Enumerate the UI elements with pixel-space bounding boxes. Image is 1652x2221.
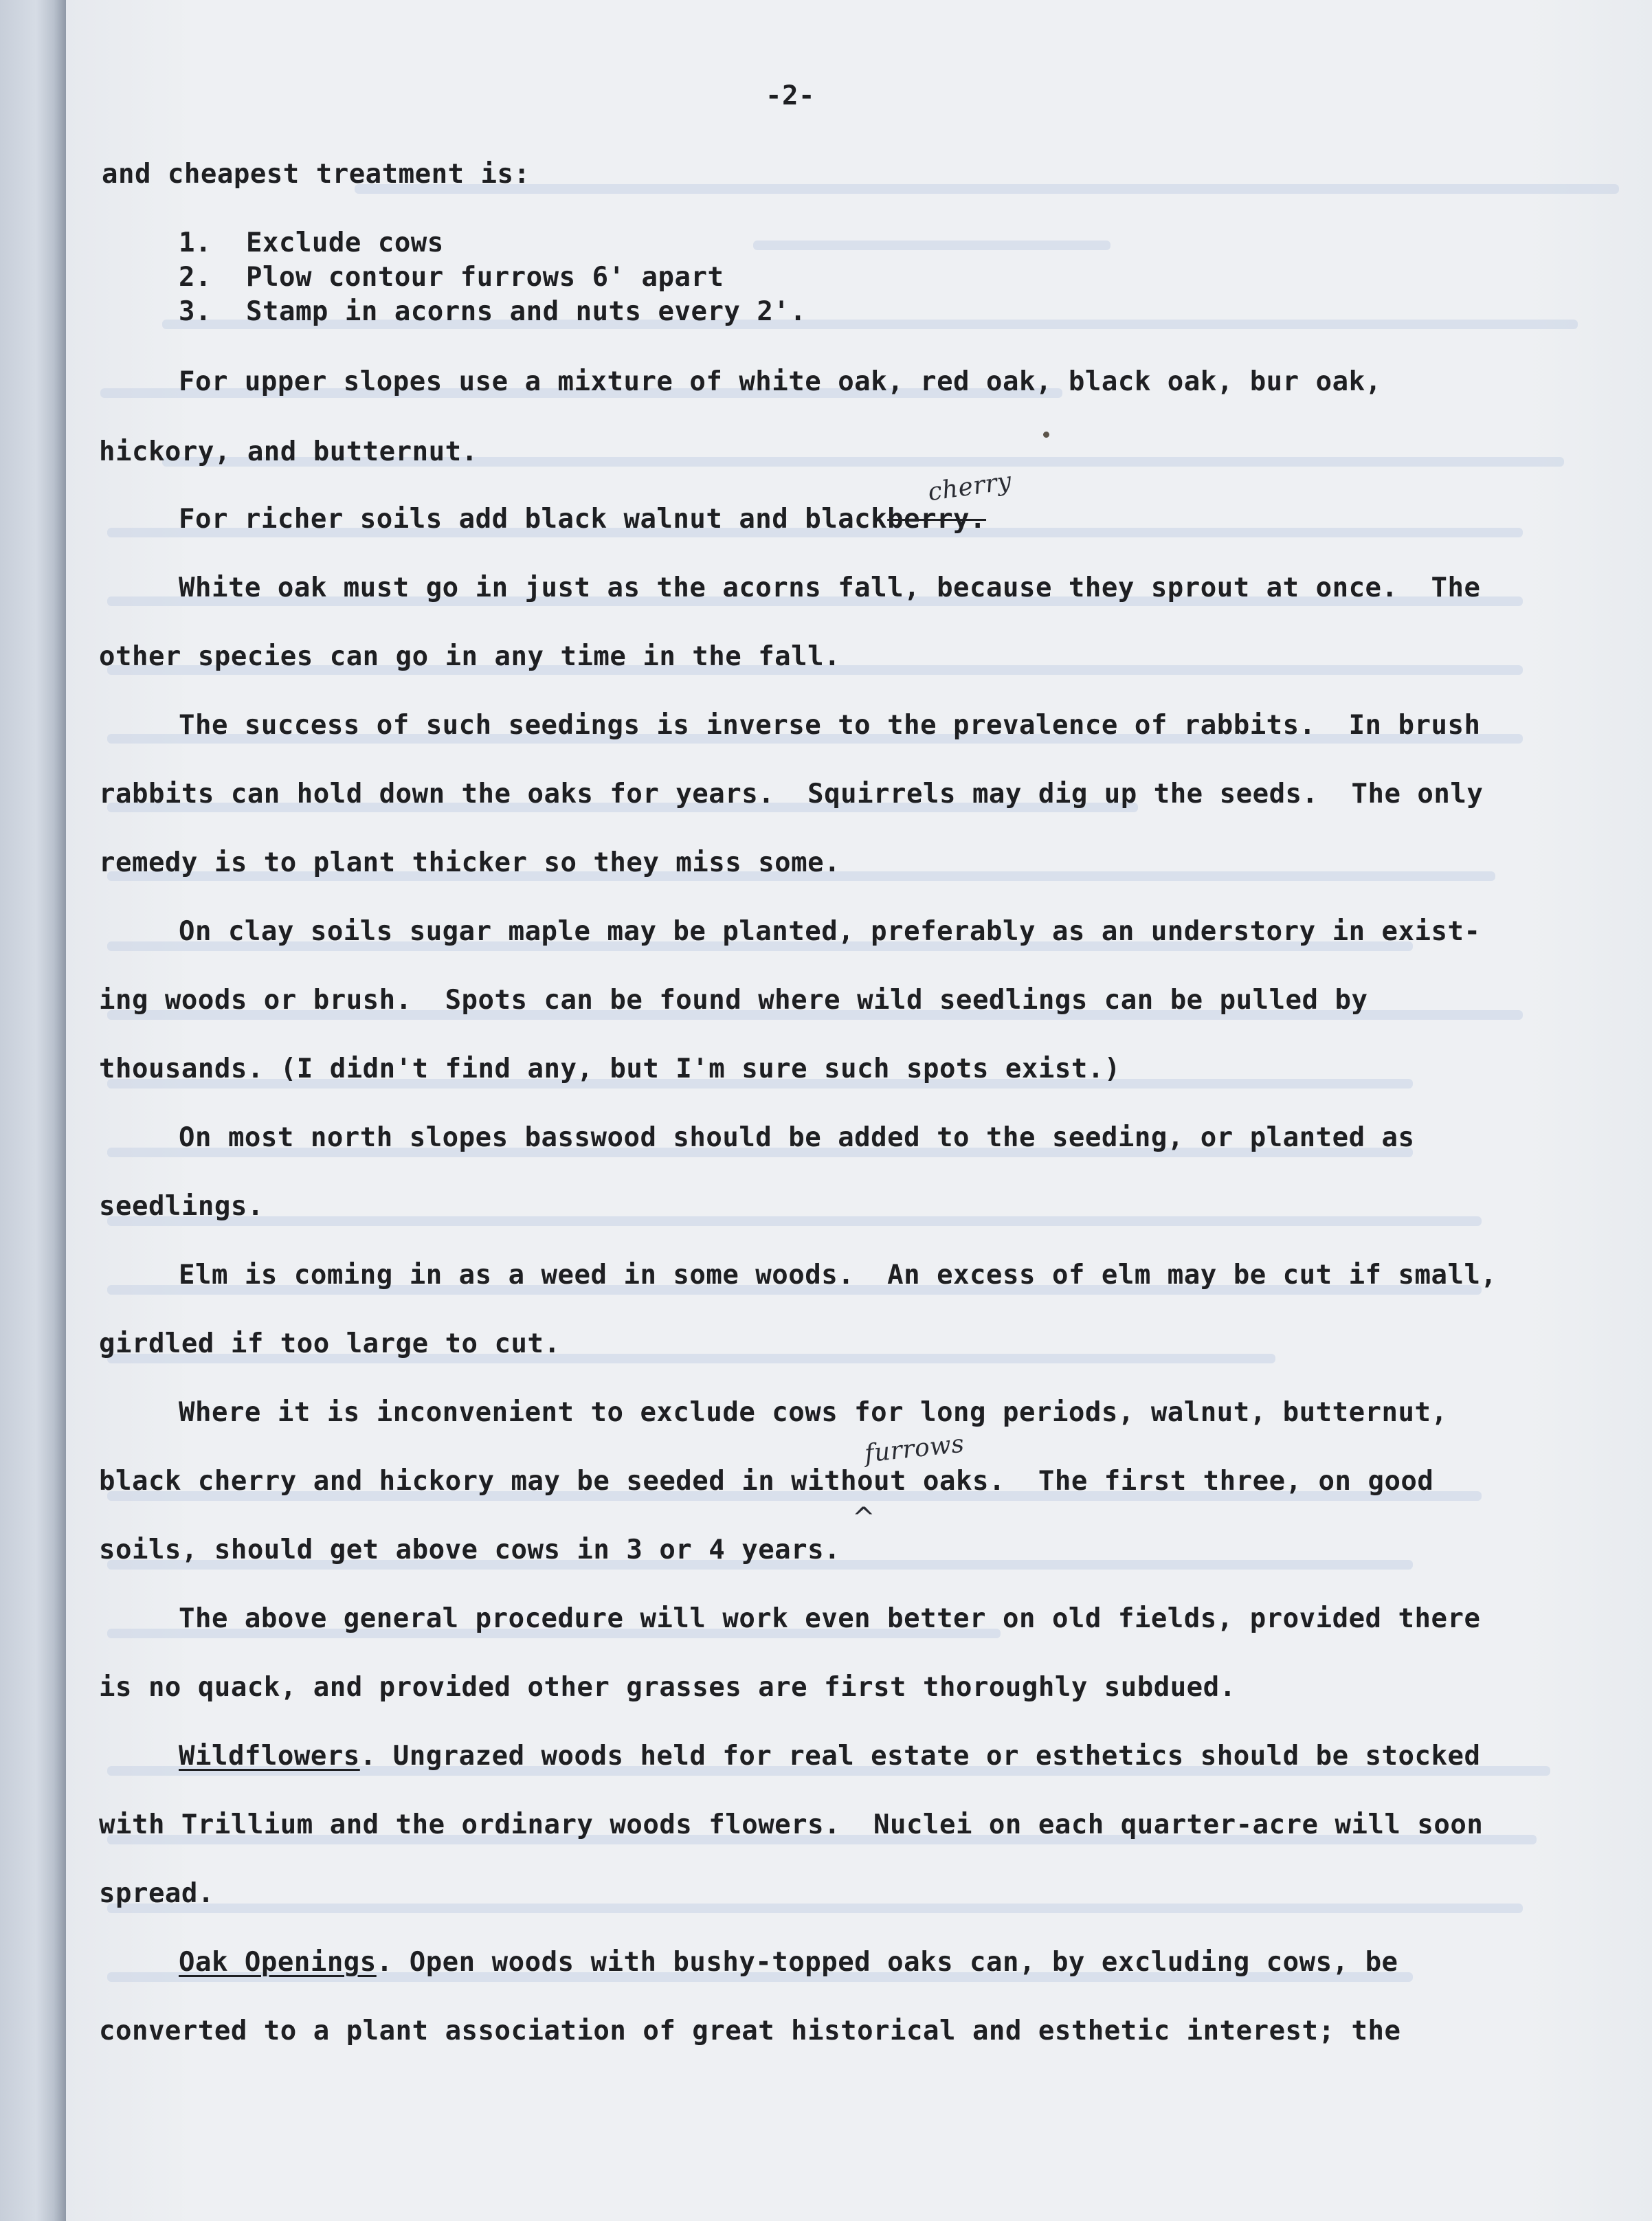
- text-line: seedlings.: [99, 1191, 264, 1222]
- text-line: The success of such seedings is inverse to the prevalence of rabbits. In brush: [179, 710, 1481, 741]
- text-line: Where it is inconvenient to exclude cows for long periods, walnut, butternut,: [179, 1397, 1448, 1428]
- step-text: Plow contour furrows 6' apart: [246, 262, 724, 293]
- text-line: converted to a plant association of great historical and esthetic interest; the: [99, 2016, 1401, 2046]
- text-line: rabbits can hold down the oaks for years. Squirrels may dig up the seeds. The only: [99, 779, 1484, 810]
- text-line: girdled if too large to cut.: [99, 1328, 561, 1359]
- intro-line: and cheapest treatment is:: [102, 159, 531, 190]
- text-line: other species can go in any time in the fall.: [99, 641, 841, 672]
- document-page: [66, 0, 1652, 2221]
- text-line: Elm is coming in as a weed in some woods. An excess of elm may be cut if small,: [179, 1260, 1497, 1291]
- text-line: remedy is to plant thicker so they miss some.: [99, 847, 841, 878]
- text-line: thousands. (I didn't find any, but I'm sure such spots exist.): [99, 1053, 1121, 1084]
- text-line: soils, should get above cows in 3 or 4 years.: [99, 1534, 841, 1565]
- insertion-caret: ^: [852, 1502, 876, 1534]
- page-number: -2-: [766, 80, 815, 111]
- step-number: 1.: [179, 227, 212, 258]
- text-line: [99, 1466, 1433, 1497]
- text-line: ing woods or brush. Spots can be found where wild seedlings can be pulled by: [99, 985, 1368, 1016]
- text-line: The above general procedure will work even better on old fields, provided there: [179, 1603, 1481, 1634]
- text-line: with Trillium and the ordinary woods flowers. Nuclei on each quarter-acre will soon: [99, 1809, 1484, 1840]
- text-span: . Open woods with bushy-topped oaks can, by excluding cows, be: [376, 1947, 1398, 1978]
- handwritten-correction: cherry: [926, 467, 1014, 507]
- text-span: For richer soils add black walnut and black: [179, 504, 888, 535]
- text-span: without oaks. The first three, on good: [791, 1466, 1434, 1497]
- struck-text: berry.: [887, 504, 987, 535]
- step-text: Exclude cows: [246, 227, 444, 258]
- text-line: White oak must go in just as the acorns fall, because they sprout at once. The: [179, 572, 1481, 603]
- text-line: spread.: [99, 1878, 214, 1909]
- typed-text: [66, 0, 1652, 2221]
- section-heading: Wildflowers: [179, 1741, 360, 1772]
- text-line: is no quack, and provided other grasses are first thoroughly subdued.: [99, 1672, 1236, 1703]
- text-line: hickory, and butternut.: [99, 436, 478, 467]
- ink-spot: [1043, 432, 1049, 438]
- step-text: Stamp in acorns and nuts every 2'.: [246, 296, 807, 327]
- text-span: black cherry and hickory may be seeded in: [99, 1466, 792, 1497]
- text-line: [179, 1947, 1398, 1978]
- step-number: 3.: [179, 296, 212, 327]
- step-number: 2.: [179, 262, 212, 293]
- text-line: On clay soils sugar maple may be planted, preferably as an understory in exist-: [179, 916, 1481, 947]
- handwritten-insertion: furrows: [863, 1429, 966, 1469]
- section-heading: Oak Openings: [179, 1947, 377, 1978]
- text-span: . Ungrazed woods held for real estate or esthetics should be stocked: [359, 1741, 1481, 1772]
- text-line: On most north slopes basswood should be added to the seeding, or planted as: [179, 1122, 1415, 1153]
- text-line: [179, 504, 986, 535]
- text-line: [179, 1741, 1480, 1772]
- binding-edge: [0, 0, 66, 2221]
- text-line: For upper slopes use a mixture of white oak, red oak, black oak, bur oak,: [179, 366, 1382, 397]
